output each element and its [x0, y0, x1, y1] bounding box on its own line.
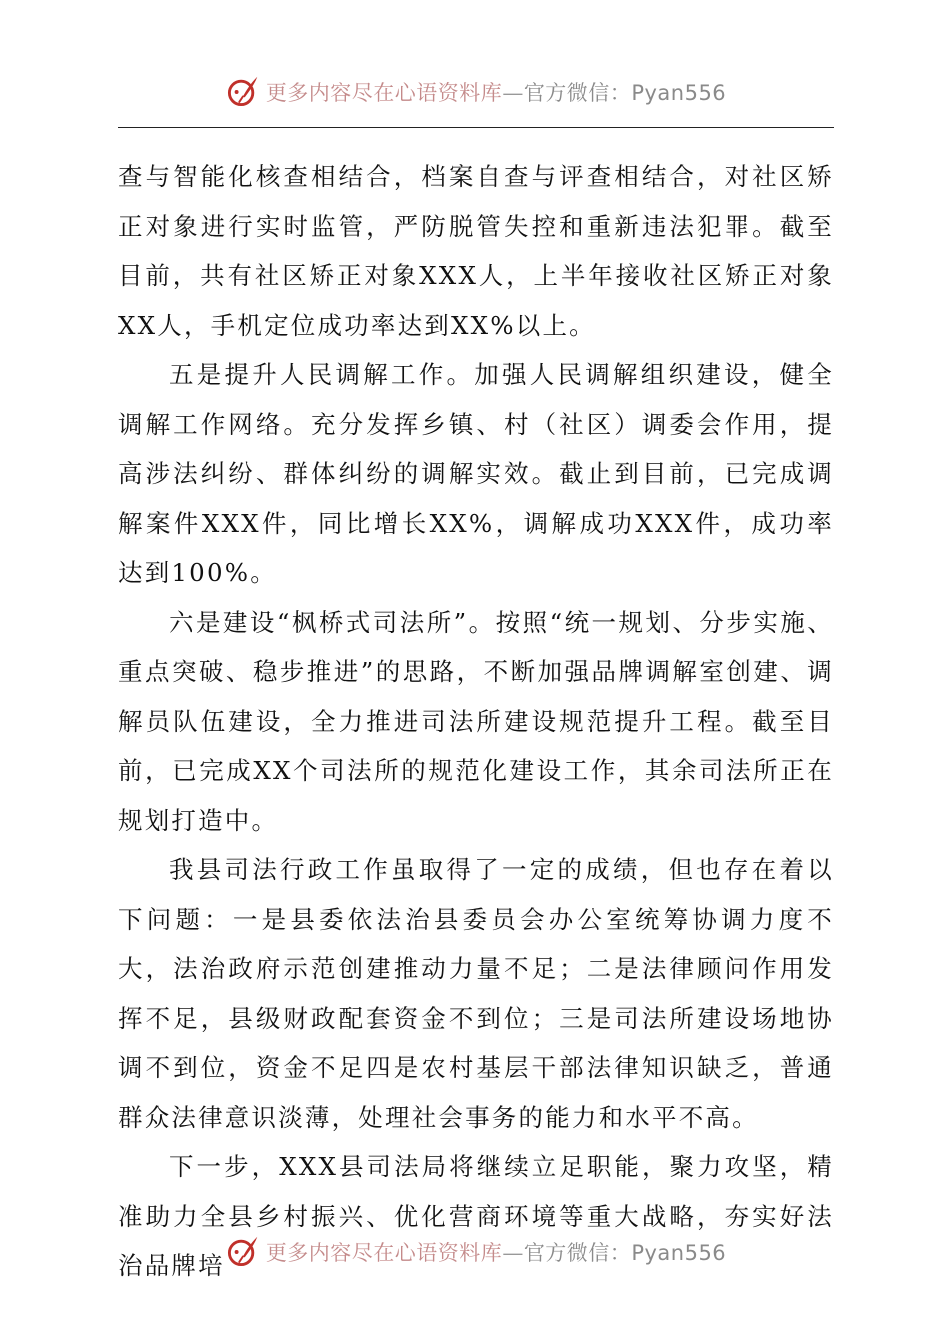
paragraph-mediation: 五是提升人民调解工作。加强人民调解组织建设，健全调解工作网络。充分发挥乡镇、村（社区）调委会作用，提高涉法纠纷、群体纠纷的调解实效。截止到目前，已完成调解案件XXX件，同比增长XX%，调解成功XXX件，成功率达到100%。: [118, 360, 834, 587]
paragraph-next-steps: 下一步，XXX县司法局将继续立足职能，聚力攻坚，精准助力全县乡村振兴、优化营商环境等重大战略，夯实好法治品牌培: [118, 1152, 834, 1280]
paragraph-fengqiao: 六是建设“枫桥式司法所”。按照“统一规划、分步实施、重点突破、稳步推进”的思路，不断加强品牌调解室创建、调解员队伍建设，全力推进司法所建设规范提升工程。截至目前，已完成XX个司法所的规范化建设工作，其余司法所正在规划打造中。: [118, 607, 834, 835]
header-banner-main: 更多内容尽在心语资料库: [265, 81, 503, 105]
paragraph-continued: 查与智能化核查相结合，档案自查与评查相结合，对社区矫正对象进行实时监管，严防脱管失控和重新违法犯罪。截至目前，共有社区矫正对象XXX人，上半年接收社区矫正对象XX人，手机定位成功率达到XX%以上。: [118, 162, 834, 340]
header-banner-wechat: 官方微信：: [523, 81, 632, 105]
header-divider: [118, 127, 834, 128]
document-body: [118, 152, 834, 1291]
page-header-banner: [0, 72, 950, 112]
paragraph-problems: 我县司法行政工作虽取得了一定的成绩，但也存在着以下问题：一是县委依法治县委员会办公室统筹协调力度不大，法治政府示范创建推动力量不足；二是法律顾问作用发挥不足，县级财政配套资金不到位；三是司法所建设场地协调不到位，资金不足四是农村基层干部法律知识缺乏，普通群众法律意识淡薄，处理社会事务的能力和水平不高。: [118, 855, 834, 1132]
footer-banner-dash: —: [502, 1241, 524, 1265]
page-footer-banner: [0, 1232, 950, 1272]
header-banner-id: Pyan556: [631, 81, 727, 105]
header-banner-dash: —: [502, 81, 524, 105]
header-banner-text: [266, 77, 726, 107]
quill-pen-logo-icon: [224, 1234, 260, 1270]
quill-pen-logo-icon: [224, 74, 260, 110]
footer-banner-id: Pyan556: [631, 1241, 727, 1265]
footer-banner-main: 更多内容尽在心语资料库: [265, 1241, 503, 1265]
footer-banner-wechat: 官方微信：: [523, 1241, 632, 1265]
footer-banner-text: [266, 1237, 726, 1267]
